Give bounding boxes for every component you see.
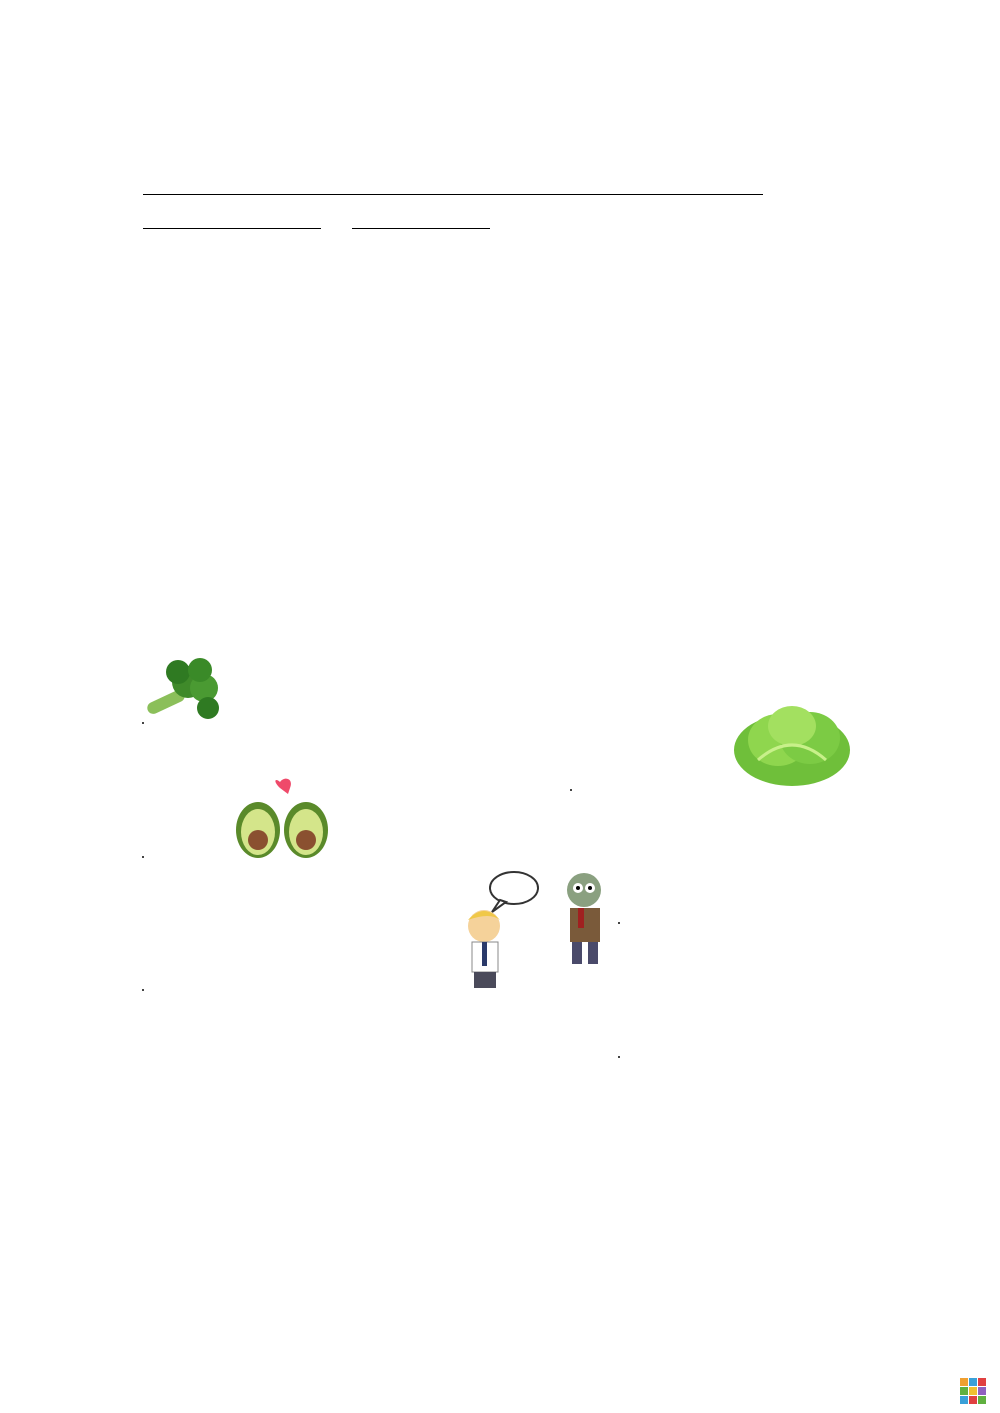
serie-field[interactable] bbox=[352, 228, 426, 229]
liveworksheets-logo bbox=[960, 1378, 990, 1404]
turma-field[interactable] bbox=[426, 228, 490, 229]
date-year-field[interactable] bbox=[263, 228, 321, 229]
word-couv bbox=[142, 722, 144, 724]
student-name-field[interactable] bbox=[143, 194, 763, 195]
broccoli-icon bbox=[138, 656, 224, 728]
liveworksheets-logo-icon bbox=[960, 1378, 986, 1404]
lettuce-icon bbox=[728, 700, 856, 790]
word-zumb bbox=[618, 922, 620, 924]
word-alfac bbox=[570, 789, 572, 791]
children-group-icon bbox=[686, 982, 856, 1054]
boy-speech-icon bbox=[460, 868, 540, 990]
word-gent bbox=[618, 1056, 620, 1058]
word-respond bbox=[142, 989, 144, 991]
date-day-field[interactable] bbox=[143, 228, 201, 229]
letter-bank bbox=[0, 528, 1000, 648]
avocado-icon bbox=[234, 778, 334, 862]
zombie-icon bbox=[554, 870, 620, 970]
date-row bbox=[143, 214, 490, 234]
word-abacat bbox=[142, 856, 144, 858]
student-row bbox=[143, 180, 853, 200]
date-month-field[interactable] bbox=[201, 228, 263, 229]
